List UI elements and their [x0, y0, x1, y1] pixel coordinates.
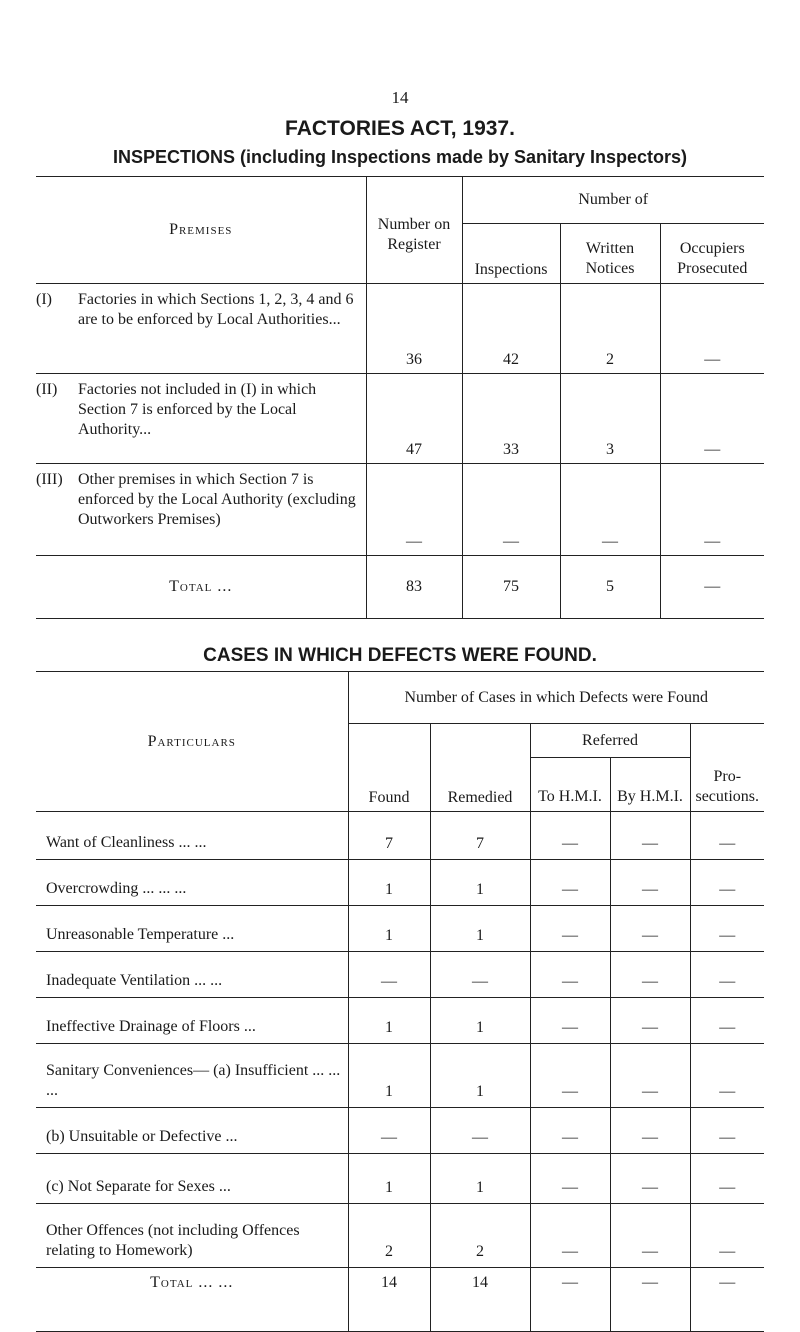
inspections-total: 75	[462, 556, 560, 619]
to-hmi-header: To H.M.I.	[530, 758, 610, 812]
table-row	[36, 1044, 764, 1108]
found-value: —	[348, 952, 430, 998]
row-number: (II)	[36, 381, 58, 398]
by-hmi-total: —	[610, 1268, 690, 1332]
to-hmi-value: —	[530, 906, 610, 952]
found-value: 2	[348, 1204, 430, 1268]
number-of-header: Number of	[462, 177, 764, 224]
prosecuted-total: —	[660, 556, 764, 619]
remedied-value: —	[430, 1108, 530, 1154]
table-row	[36, 906, 764, 952]
remedied-value: 1	[430, 998, 530, 1044]
to-hmi-value: —	[530, 812, 610, 860]
table-row	[36, 464, 764, 556]
by-hmi-value: —	[610, 860, 690, 906]
to-hmi-value: —	[530, 952, 610, 998]
by-hmi-value: —	[610, 952, 690, 998]
to-hmi-value: —	[530, 1044, 610, 1108]
particular-label: (b) Unsuitable or Defective ...	[46, 1128, 238, 1145]
to-hmi-value: —	[530, 1108, 610, 1154]
remedied-header: Remedied	[430, 724, 530, 812]
notices-value: 2	[560, 284, 660, 374]
defects-title: CASES IN WHICH DEFECTS WERE FOUND.	[203, 645, 597, 666]
prosecutions-value: —	[690, 1044, 764, 1108]
to-hmi-total: —	[530, 1268, 610, 1332]
premises-header: Premises	[169, 221, 233, 238]
premises-label: Other premises in which Section 7 is enforced by the Local Authority (excluding Outworkers Premises)	[78, 471, 356, 528]
by-hmi-value: —	[610, 1154, 690, 1204]
table-row	[36, 952, 764, 998]
particular-label: (c) Not Separate for Sexes ...	[46, 1178, 231, 1195]
found-value: 7	[348, 812, 430, 860]
found-value: —	[348, 1108, 430, 1154]
prosecutions-value: —	[690, 812, 764, 860]
remedied-value: 7	[430, 812, 530, 860]
inspections-header: Inspections	[462, 224, 560, 284]
by-hmi-value: —	[610, 1108, 690, 1154]
to-hmi-value: —	[530, 998, 610, 1044]
prosecutions-value: —	[690, 860, 764, 906]
remedied-value: 2	[430, 1204, 530, 1268]
found-value: 1	[348, 1154, 430, 1204]
by-hmi-value: —	[610, 812, 690, 860]
total-label: Total ... ...	[150, 1274, 234, 1291]
particular-label: Inadequate Ventilation ... ...	[46, 972, 223, 989]
found-value: 1	[348, 1044, 430, 1108]
prosecutions-value: —	[690, 906, 764, 952]
prosecutions-value: —	[690, 952, 764, 998]
total-label: Total ...	[169, 578, 233, 595]
notices-total: 5	[560, 556, 660, 619]
prosecutions-value: —	[690, 1108, 764, 1154]
register-header: Number on Register	[366, 177, 462, 284]
found-value: 1	[348, 906, 430, 952]
found-value: 1	[348, 998, 430, 1044]
occupiers-prosecuted-header: Occupiers Prosecuted	[660, 224, 764, 284]
prosecuted-value: —	[660, 374, 764, 464]
table-row	[36, 812, 764, 860]
particular-label: Want of Cleanliness ... ...	[46, 834, 207, 851]
prosecuted-value: —	[660, 284, 764, 374]
register-value: —	[366, 464, 462, 556]
register-total: 83	[366, 556, 462, 619]
particular-label: Overcrowding ... ... ...	[46, 880, 187, 897]
found-value: 1	[348, 860, 430, 906]
page-number: 14	[391, 88, 409, 107]
inspections-value: —	[462, 464, 560, 556]
inspections-value: 42	[462, 284, 560, 374]
particular-label: Sanitary Conveniences— (a) Insufficient ... ... ...	[46, 1062, 341, 1099]
table-row	[36, 998, 764, 1044]
row-number: (III)	[36, 471, 63, 488]
table-row	[36, 1108, 764, 1154]
remedied-value: 1	[430, 1154, 530, 1204]
remedied-value: 1	[430, 1044, 530, 1108]
to-hmi-value: —	[530, 1154, 610, 1204]
referred-header: Referred	[530, 724, 690, 758]
table-row	[36, 284, 764, 374]
register-value: 47	[366, 374, 462, 464]
table-row	[36, 374, 764, 464]
remedied-total: 14	[430, 1268, 530, 1332]
prosecutions-value: —	[690, 1154, 764, 1204]
particulars-header: Particulars	[147, 732, 236, 750]
by-hmi-value: —	[610, 906, 690, 952]
particular-label: Unreasonable Temperature ...	[46, 926, 235, 943]
total-row	[36, 556, 764, 619]
prosecutions-value: —	[690, 998, 764, 1044]
page-subtitle: INSPECTIONS (including Inspections made by Sanitary Inspectors)	[112, 147, 688, 167]
defects-table	[36, 671, 764, 1332]
premises-label: Factories not included in (I) in which Section 7 is enforced by the Local Authority...	[78, 381, 317, 438]
prosecutions-value: —	[690, 1204, 764, 1268]
remedied-value: 1	[430, 906, 530, 952]
found-header: Found	[348, 724, 430, 812]
table-row	[36, 860, 764, 906]
to-hmi-value: —	[530, 860, 610, 906]
by-hmi-value: —	[610, 998, 690, 1044]
page-title: FACTORIES ACT, 1937.	[285, 117, 515, 140]
inspections-value: 33	[462, 374, 560, 464]
particular-label: Other Offences (not including Offences relating to Homework)	[46, 1222, 300, 1259]
defects-group-header: Number of Cases in which Defects were Found	[348, 672, 764, 724]
row-number: (I)	[36, 291, 52, 308]
by-hmi-value: —	[610, 1044, 690, 1108]
prosecutions-header: Pro- secutions.	[690, 724, 764, 812]
notices-value: 3	[560, 374, 660, 464]
table-row	[36, 1204, 764, 1268]
written-notices-header: Written Notices	[560, 224, 660, 284]
notices-value: —	[560, 464, 660, 556]
found-total: 14	[348, 1268, 430, 1332]
to-hmi-value: —	[530, 1204, 610, 1268]
premises-label: Factories in which Sections 1, 2, 3, 4 and 6 are to be enforced by Local Authorities...	[78, 291, 354, 328]
remedied-value: 1	[430, 860, 530, 906]
inspections-table	[36, 176, 764, 619]
prosecuted-value: —	[660, 464, 764, 556]
register-value: 36	[366, 284, 462, 374]
prosecutions-total: —	[690, 1268, 764, 1332]
remedied-value: —	[430, 952, 530, 998]
by-hmi-header: By H.M.I.	[610, 758, 690, 812]
particular-label: Ineffective Drainage of Floors ...	[46, 1018, 256, 1035]
total-row	[36, 1268, 764, 1332]
table-row	[36, 1154, 764, 1204]
by-hmi-value: —	[610, 1204, 690, 1268]
